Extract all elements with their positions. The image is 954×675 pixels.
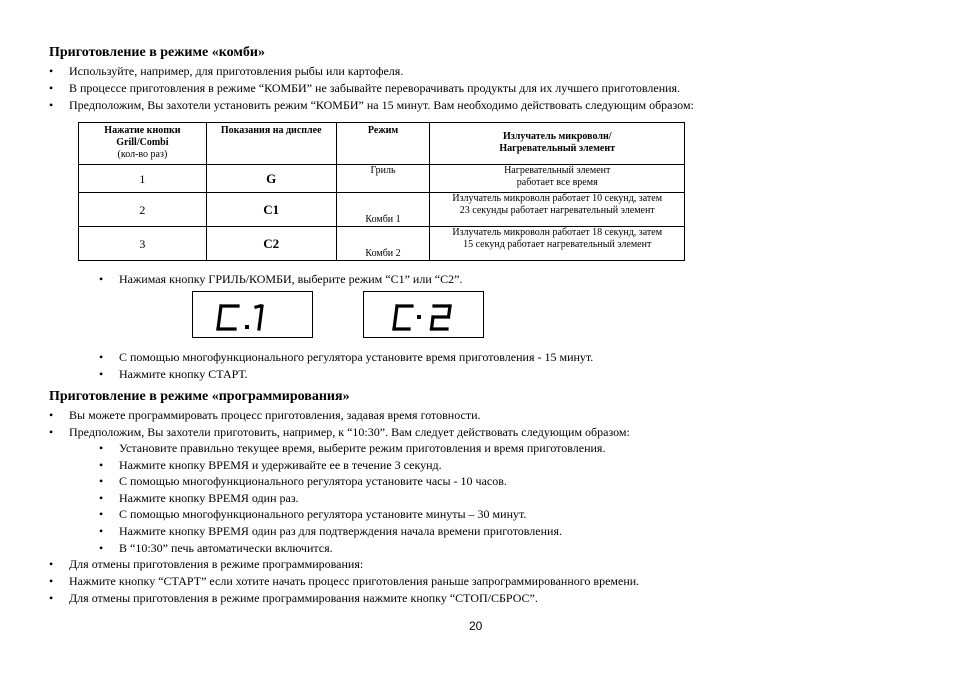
display-c1 <box>192 291 313 338</box>
header-mode: Режим <box>336 123 430 165</box>
table-row: 1 G Гриль Нагревательный элемент работает все время <box>79 165 685 193</box>
header-press-count: Нажатие кнопки Grill/Combi (кол-во раз) <box>79 123 207 165</box>
seven-segment-c2-icon <box>364 292 485 339</box>
list-item: • Нажмите кнопку ВРЕМЯ один раз. <box>99 491 299 505</box>
list-item: • С помощью многофункционального регулятора установите часы - 10 часов. <box>99 474 507 488</box>
list-item: • Предположим, Вы захотели приготовить, например, к “10:30”. Вам следует действовать следующим образом: <box>49 425 630 439</box>
section-title-combi: Приготовление в режиме «комби» <box>49 45 265 60</box>
list-item: • Нажмите кнопку “СТАРТ” если хотите начать процесс приготовления раньше запрограммированного времени. <box>49 574 640 588</box>
table-header-row <box>79 123 685 165</box>
seven-segment-c1-icon <box>193 292 314 339</box>
display-c2 <box>363 291 484 338</box>
list-item: • Предположим, Вы захотели установить режим “КОМБИ” на 15 минут. Вам необходимо действовать следующим образом: <box>49 98 694 112</box>
modes-table <box>78 122 685 261</box>
list-item: • С помощью многофункционального регулятора установите время приготовления - 15 минут. <box>99 350 594 364</box>
section-title-program: Приготовление в режиме «программирования» <box>49 389 350 404</box>
list-item: • Для отмены приготовления в режиме программирования: <box>49 557 364 571</box>
list-item: • Для отмены приготовления в режиме программирования нажмите кнопку “СТОП/СБРОС”. <box>49 591 538 605</box>
table-row: 2 C1 Комби 1 Излучатель микроволн работает 10 секунд, затем 23 секунды работает нагревательный элемент <box>79 193 685 227</box>
list-item: • Нажимая кнопку ГРИЛЬ/КОМБИ, выберите режим “C1” или “C2”. <box>99 272 463 286</box>
page-number: 20 <box>469 619 483 633</box>
list-item: • Вы можете программировать процесс приготовления, задавая время готовности. <box>49 408 481 422</box>
list-item: • С помощью многофункционального регулятора установите минуты – 30 минут. <box>99 507 527 521</box>
header-display: Показания на дисплее <box>206 123 336 165</box>
list-item: • В “10:30” печь автоматически включится. <box>99 541 333 555</box>
list-item: • Установите правильно текущее время, выберите режим приготовления и время приготовления. <box>99 441 606 455</box>
list-item: • Нажмите кнопку ВРЕМЯ и удерживайте ее в течение 3 секунд. <box>99 458 442 472</box>
list-item: • Используйте, например, для приготовления рыбы или картофеля. <box>49 64 404 78</box>
list-item: • Нажмите кнопку ВРЕМЯ один раз для подтверждения начала времени приготовления. <box>99 524 562 538</box>
table-row: 3 C2 Комби 2 Излучатель микроволн работает 18 секунд, затем 15 секунд работает нагревательный элемент <box>79 227 685 261</box>
list-item: • В процессе приготовления в режиме “КОМБИ” не забывайте переворачивать продукты для их лучшего приготовления. <box>49 81 681 95</box>
list-item: • Нажмите кнопку СТАРТ. <box>99 367 248 381</box>
header-emitter: Излучатель микроволн/ Нагревательный элемент <box>430 123 685 165</box>
